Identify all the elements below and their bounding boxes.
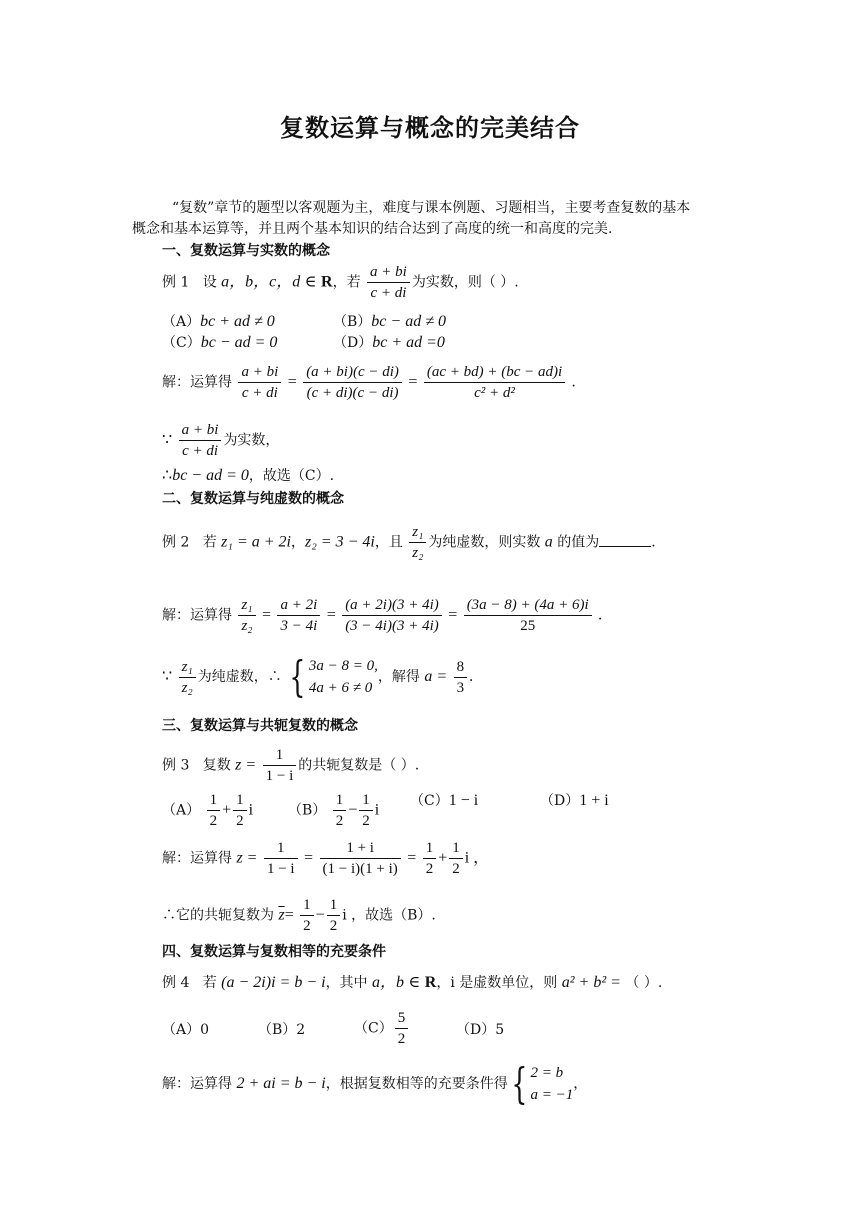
fraction-numerator: z₁: [238, 595, 255, 616]
therefore-symbol: ∴: [162, 467, 173, 484]
fraction: [300, 895, 314, 936]
fraction-numerator: 8: [454, 657, 468, 678]
fraction-numerator: 1: [359, 790, 373, 811]
fraction: [277, 595, 320, 636]
imaginary-unit: i: [374, 801, 380, 819]
text: 解：运算得: [162, 607, 232, 624]
fraction-denominator: 1 − i: [266, 861, 295, 877]
fraction-numerator: 1: [300, 895, 314, 916]
fraction: [320, 838, 401, 879]
option-label: （D）: [333, 335, 373, 351]
math-expr: a =: [424, 668, 448, 685]
option-label: （D）: [540, 793, 580, 809]
fraction-numerator: 1: [449, 838, 463, 859]
option-3a: [162, 790, 253, 831]
operator: +: [222, 801, 232, 819]
fraction-denominator: 3: [456, 679, 465, 696]
fraction: [454, 657, 468, 698]
example-label: 例 3: [162, 757, 190, 774]
example-4-solution: [162, 1059, 588, 1108]
example-4-question: [162, 973, 662, 993]
math-var: a: [544, 533, 553, 551]
fraction-numerator: 1 + i: [320, 838, 401, 859]
fraction: [359, 790, 373, 831]
fraction: [464, 595, 592, 636]
example-1-solution: 解：运算得 $\frac{a + bi}{c + di}$ = $\frac{(a + bi)(c - di)}{(c + di)(c - di)}$ = $\frac{(ac + bd) + (bc - ad)i}{\text{c² + d²}}$ .: [162, 364, 576, 401]
math-symbol: ∈: [304, 273, 317, 291]
because-symbol: ∵: [162, 668, 173, 685]
option-4b: （B）2: [258, 1022, 306, 1038]
option-value: 1 − i: [448, 792, 479, 809]
fraction: [238, 362, 281, 403]
fraction: [395, 1008, 409, 1049]
math-expr: (a − 2i)i = b − i: [221, 974, 326, 991]
text: （ ）.: [625, 975, 663, 991]
fraction-denominator: 2: [335, 813, 344, 829]
text: ，故选（C）.: [248, 468, 335, 484]
example-1-question: [162, 262, 519, 303]
text: ，: [573, 1076, 588, 1092]
math-R: R: [321, 273, 333, 291]
fraction-denominator: 25: [520, 618, 536, 634]
fraction: [263, 745, 297, 786]
text: 解：运算得: [162, 374, 232, 391]
fraction-denominator: 2: [209, 813, 218, 829]
text: .: [651, 534, 656, 551]
system-line: a = −1: [530, 1087, 574, 1103]
fraction-denominator: 2: [425, 861, 434, 877]
example-label: 例 1: [162, 274, 190, 291]
text: 为实数，则（ ）.: [411, 274, 519, 291]
text: 的值为: [557, 534, 600, 551]
option-label: （A）: [162, 802, 201, 819]
math-expr: a² + b² =: [561, 974, 621, 991]
text: ，若: [332, 274, 361, 291]
math-expr: 2 + ai = b − i: [236, 1075, 326, 1092]
intro-line-1: “复数”章节的题型以客观题为主，难度与课本例题、习题相当，主要考查复数的基本: [172, 200, 691, 216]
example-2-question: [162, 522, 656, 563]
fraction: [367, 262, 410, 303]
math-symbol: ∈: [408, 974, 421, 991]
fraction: [449, 838, 463, 879]
fraction: [423, 838, 437, 879]
math-expr: z =: [236, 849, 258, 867]
operator: −: [315, 906, 325, 924]
example-2-solution: 解：运算得 $\frac{\text{z₁}}{\text{z₂}}$ = $\frac{a + 2i}{3 - 4i}$ = $\frac{(a + 2i)(3 + 4i)}{(3 - 4i)(3 + 4i)}$ = $\frac{(3a - 8) + (4a + 6)i}{25}$ .: [162, 597, 603, 634]
text: ，: [291, 534, 305, 551]
fraction-numerator: 1: [207, 790, 221, 811]
text: 的共轭复数是（ ）.: [298, 757, 420, 774]
option-label: （B）: [333, 314, 372, 330]
fraction-numerator: z₁: [409, 522, 426, 543]
text: ，且: [374, 534, 403, 551]
option-1b: [333, 312, 446, 332]
option-1c: [162, 333, 277, 353]
option-4a: （A）0: [162, 1022, 210, 1038]
text: ，i 是虚数单位，则: [436, 975, 558, 991]
fraction-denominator: 3 − 4i: [280, 618, 318, 634]
fraction-numerator: 5: [395, 1008, 409, 1029]
fraction-numerator: (a + bi)(c − di): [303, 362, 402, 383]
fraction-numerator: a + bi: [238, 362, 281, 383]
system-line: 4a + 6 ≠ 0: [308, 680, 373, 696]
imaginary-unit: i: [248, 801, 254, 819]
fraction-denominator: 2: [329, 918, 338, 934]
operator: −: [348, 801, 358, 819]
fraction-denominator: c + di: [370, 285, 407, 301]
example-label: 例 4: [162, 975, 190, 991]
math-expr: bc − ad = 0: [172, 467, 249, 484]
left-brace: {: [511, 1059, 528, 1108]
fraction: [264, 838, 298, 879]
math-vars: a，b: [372, 974, 405, 991]
fraction: [179, 657, 196, 698]
math-vars: a，b，c，d: [221, 273, 301, 291]
fraction: [207, 790, 221, 831]
fraction-numerator: 1: [263, 745, 297, 766]
example-1-conclusion: [162, 466, 334, 486]
section-heading-2: 二、复数运算与纯虚数的概念: [162, 491, 344, 507]
option-value: bc − ad = 0: [200, 334, 278, 351]
option-label: （C）: [354, 1020, 393, 1037]
math-expr: z =: [235, 756, 257, 774]
operator: +: [438, 849, 448, 867]
equation-system: [309, 655, 378, 699]
fraction-denominator: 2: [303, 918, 311, 934]
example-label: 例 2: [162, 534, 190, 551]
math-R: R: [424, 974, 437, 991]
fraction-denominator: z₂: [241, 618, 253, 634]
fraction-denominator: (3 − 4i)(3 + 4i): [345, 618, 439, 634]
fraction-denominator: 2: [362, 813, 370, 829]
option-3d: [540, 791, 609, 811]
text: 复数: [202, 757, 231, 774]
equation-system: [530, 1062, 573, 1106]
fraction: [409, 522, 426, 563]
fraction-numerator: 1: [233, 790, 247, 811]
fraction-denominator: c² + d²: [474, 385, 515, 401]
option-1a: [162, 312, 275, 332]
fraction-numerator: a + bi: [179, 420, 222, 441]
system-line: 2 = b: [530, 1065, 564, 1081]
left-brace: {: [289, 652, 306, 701]
fraction-denominator: c + di: [182, 443, 219, 459]
section-heading-1: 一、复数运算与实数的概念: [162, 243, 330, 259]
option-label: （C）: [162, 335, 201, 351]
fraction-numerator: 1: [333, 790, 347, 811]
text: 为实数，: [223, 432, 280, 449]
fraction-numerator: (3a − 8) + (4a + 6)i: [464, 595, 592, 616]
fraction: [342, 595, 442, 636]
fraction-numerator: 1: [423, 838, 437, 859]
page-title: 复数运算与概念的完美结合: [280, 113, 580, 142]
option-value: bc + ad =0: [372, 334, 445, 351]
intro-line-2: 概念和基本运算等，并且两个基本知识的结合达到了高度的统一和高度的完美.: [132, 221, 613, 237]
option-3b: [288, 790, 379, 831]
fraction-numerator: (ac + bd) + (bc − ad)i: [424, 362, 565, 383]
fraction-numerator: (a + 2i)(3 + 4i): [342, 595, 442, 616]
option-4d: （D）5: [456, 1022, 505, 1038]
section-heading-4: 四、复数运算与复数相等的充要条件: [162, 944, 386, 960]
fraction-denominator: c + di: [241, 385, 278, 401]
option-1d: [333, 333, 445, 353]
text: ，解得: [377, 669, 420, 685]
fraction: [303, 362, 402, 403]
example-3-question: [162, 745, 419, 786]
text: 解：运算得: [162, 1076, 232, 1092]
math-expr: z₁ = a + 2i: [221, 533, 291, 551]
text: 为纯虚数，∴: [197, 669, 282, 685]
fraction: [424, 362, 565, 403]
because-symbol: ∵: [162, 431, 173, 449]
fraction-numerator: a + bi: [367, 262, 410, 283]
fraction: [327, 895, 341, 936]
fraction-denominator: (1 − i)(1 + i): [322, 861, 398, 877]
system-line: 3a − 8 = 0,: [308, 658, 378, 674]
section-heading-3: 三、复数运算与共轭复数的概念: [162, 718, 358, 734]
example-3-conclusion: ∴它的共轭复数为 $\overline{z}=$ $\frac{1}{2}$ − $\frac{1}{2}$ i ，故选（B）.: [162, 897, 436, 934]
text: ，其中: [325, 975, 368, 991]
option-label: （C）: [410, 793, 449, 809]
option-3c: [410, 791, 478, 811]
option-label: （A）: [162, 314, 201, 330]
example-3-solution: 解：运算得 z = $\frac{1}{1 - i}$ = $\frac{1 + i}{(1 - i)(1 + i)}$ = $\frac{1}{2}$ + $\frac{1}{2}$ i ，: [162, 840, 490, 877]
fraction-denominator: z₂: [181, 679, 193, 696]
answer-blank: [599, 532, 651, 547]
fraction-denominator: z₂: [412, 545, 424, 561]
example-1-because: [162, 420, 279, 461]
example-2-because: ∵ $\frac{\text{z₁}}{\text{z₂}}$ 为纯虚数，∴ { 3a − 8 = 0, 4a + 6 ≠ 0 ，解得 a = $\frac{8}{3}$ .: [162, 652, 474, 701]
fraction: [238, 595, 255, 636]
fraction-denominator: 2: [236, 813, 244, 829]
fraction-denominator: (c + di)(c − di): [306, 385, 399, 401]
text: 解：运算得: [162, 850, 232, 867]
fraction-numerator: z₁: [179, 657, 196, 678]
text: ∴它的共轭复数为: [162, 907, 274, 924]
text: 若: [202, 534, 217, 551]
option-value: bc + ad ≠ 0: [200, 313, 275, 330]
option-value: 1 + i: [579, 792, 609, 809]
fraction-denominator: 1 − i: [265, 768, 294, 784]
fraction: [233, 790, 247, 831]
fraction-numerator: 1: [327, 895, 341, 916]
fraction: [333, 790, 347, 831]
imaginary-unit: i ，: [464, 849, 490, 867]
fraction-denominator: 2: [452, 861, 460, 877]
fraction: [179, 420, 222, 461]
option-label: （B）: [288, 802, 327, 819]
text: 若: [202, 975, 217, 991]
fraction-numerator: a + 2i: [277, 595, 320, 616]
text: 设: [202, 274, 217, 291]
fraction-denominator: 2: [397, 1031, 406, 1047]
text: 为纯虚数，则实数: [428, 534, 541, 551]
conjugate-z: $\overline{z}$: [278, 906, 285, 924]
text: ，根据复数相等的充要条件得: [325, 1076, 508, 1092]
option-4c: [354, 1008, 410, 1049]
fraction-numerator: 1: [264, 838, 298, 859]
text: i ，故选（B）.: [342, 907, 436, 924]
math-expr: z₂ = 3 − 4i: [305, 533, 375, 551]
option-value: bc − ad ≠ 0: [371, 313, 446, 330]
